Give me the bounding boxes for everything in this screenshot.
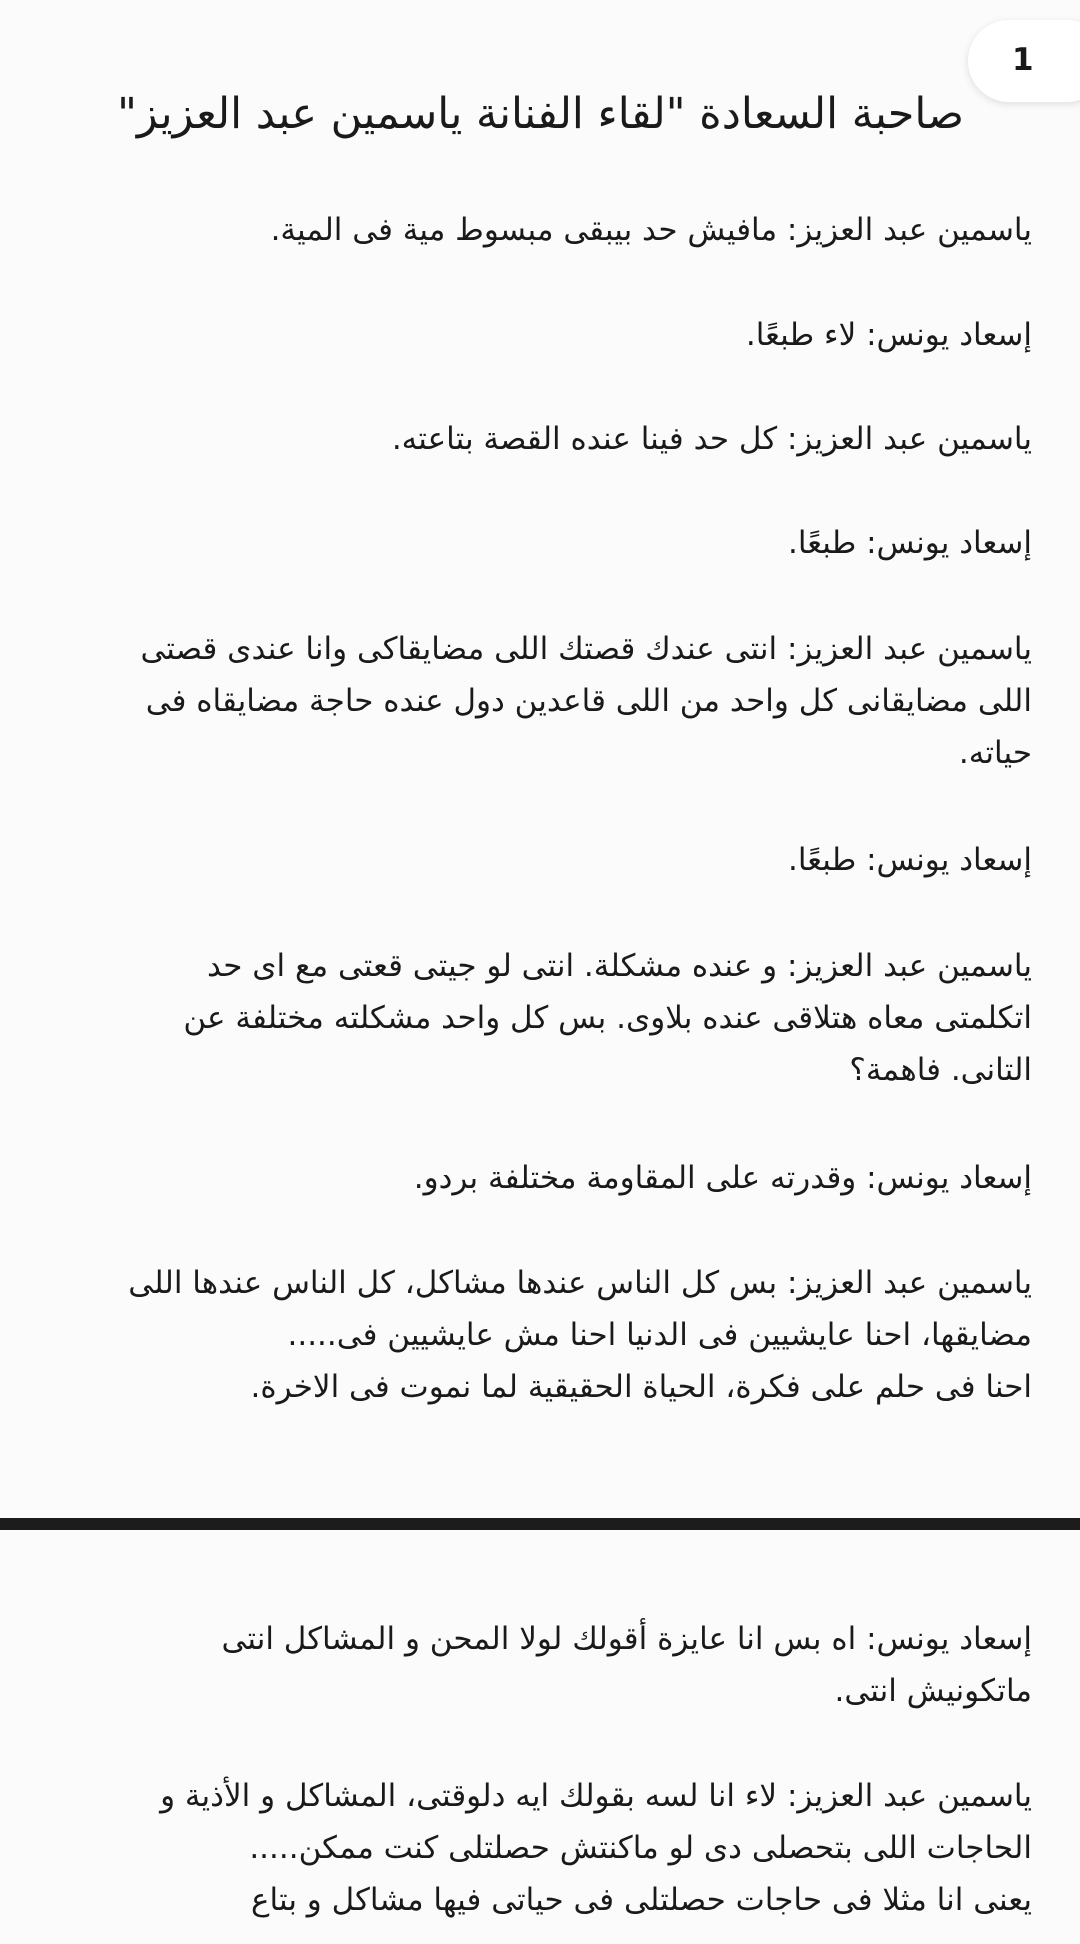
dialogue-line: حياته. — [958, 735, 1032, 771]
dialogue-line: إسعاد يونس: لاء طبعًا. — [745, 317, 1032, 353]
dialogue-line: ياسمين عبد العزيز: مافيش حد بيبقى مبسوط مية فى المية. — [270, 212, 1032, 248]
dialogue-paragraph — [72, 1152, 1032, 1204]
dialogue-line: ياسمين عبد العزيز: انتى عندك قصتك اللى مضايقاكى وانا عندى قصتى — [140, 631, 1032, 667]
page-divider — [0, 1518, 1080, 1530]
dialogue-paragraph — [72, 834, 1032, 886]
dialogue-line: إسعاد يونس: طبعًا. — [787, 842, 1032, 878]
dialogue-paragraph — [72, 940, 1032, 1096]
dialogue-line: اتكلمتى معاه هتلاقى عنده بلاوى. بس كل واحد مشكلته مختلفة عن — [183, 1000, 1032, 1036]
dialogue-line: الحاجات اللى بتحصلى دى لو ماكنتش حصلتلى كنت ممكن..... — [249, 1830, 1032, 1866]
dialogue-line: إسعاد يونس: طبعًا. — [787, 525, 1032, 561]
dialogue-line: إسعاد يونس: وقدرته على المقاومة مختلفة بردو. — [413, 1160, 1032, 1196]
page-number: 1 — [1012, 42, 1034, 78]
dialogue-paragraph — [72, 413, 1032, 465]
dialogue-paragraph — [72, 623, 1032, 779]
dialogue-line: ياسمين عبد العزيز: لاء انا لسه بقولك ايه دلوقتى، المشاكل و الأذية و — [160, 1778, 1032, 1814]
dialogue-line: يعنى انا مثلا فى حاجات حصلتلى فى حياتى فيها مشاكل و بتاع — [251, 1882, 1032, 1918]
dialogue-paragraph — [72, 1613, 1032, 1717]
dialogue-line: اللى مضايقانى كل واحد من اللى قاعدين دول عنده حاجة مضايقاه فى — [145, 683, 1032, 719]
dialogue-line: التانى. فاهمة؟ — [849, 1052, 1032, 1088]
dialogue-line: ياسمين عبد العزيز: و عنده مشكلة. انتى لو جيتى قعتى مع اى حد — [206, 948, 1032, 984]
page-title: صاحبة السعادة "لقاء الفنانة ياسمين عبد العزيز" — [117, 89, 964, 139]
dialogue-paragraph — [72, 517, 1032, 569]
dialogue-paragraph — [72, 1770, 1032, 1926]
dialogue-line: ماتكونيش انتى. — [834, 1673, 1032, 1709]
dialogue-line: ياسمين عبد العزيز: بس كل الناس عندها مشاكل، كل الناس عندها اللى — [128, 1265, 1032, 1301]
dialogue-line: إسعاد يونس: اه بس انا عايزة أقولك لولا المحن و المشاكل انتى — [221, 1621, 1032, 1657]
dialogue-paragraph — [72, 204, 1032, 256]
dialogue-line: مضايقها، احنا عايشيين فى الدنيا احنا مش عايشيين فى..... — [287, 1317, 1032, 1353]
dialogue-paragraph — [72, 1257, 1032, 1413]
dialogue-line: ياسمين عبد العزيز: كل حد فينا عنده القصة بتاعته. — [391, 421, 1032, 457]
document-page-2 — [0, 1530, 1080, 1944]
dialogue-paragraph — [72, 309, 1032, 361]
dialogue-line: احنا فى حلم على فكرة، الحياة الحقيقية لما نموت فى الاخرة. — [250, 1369, 1032, 1405]
